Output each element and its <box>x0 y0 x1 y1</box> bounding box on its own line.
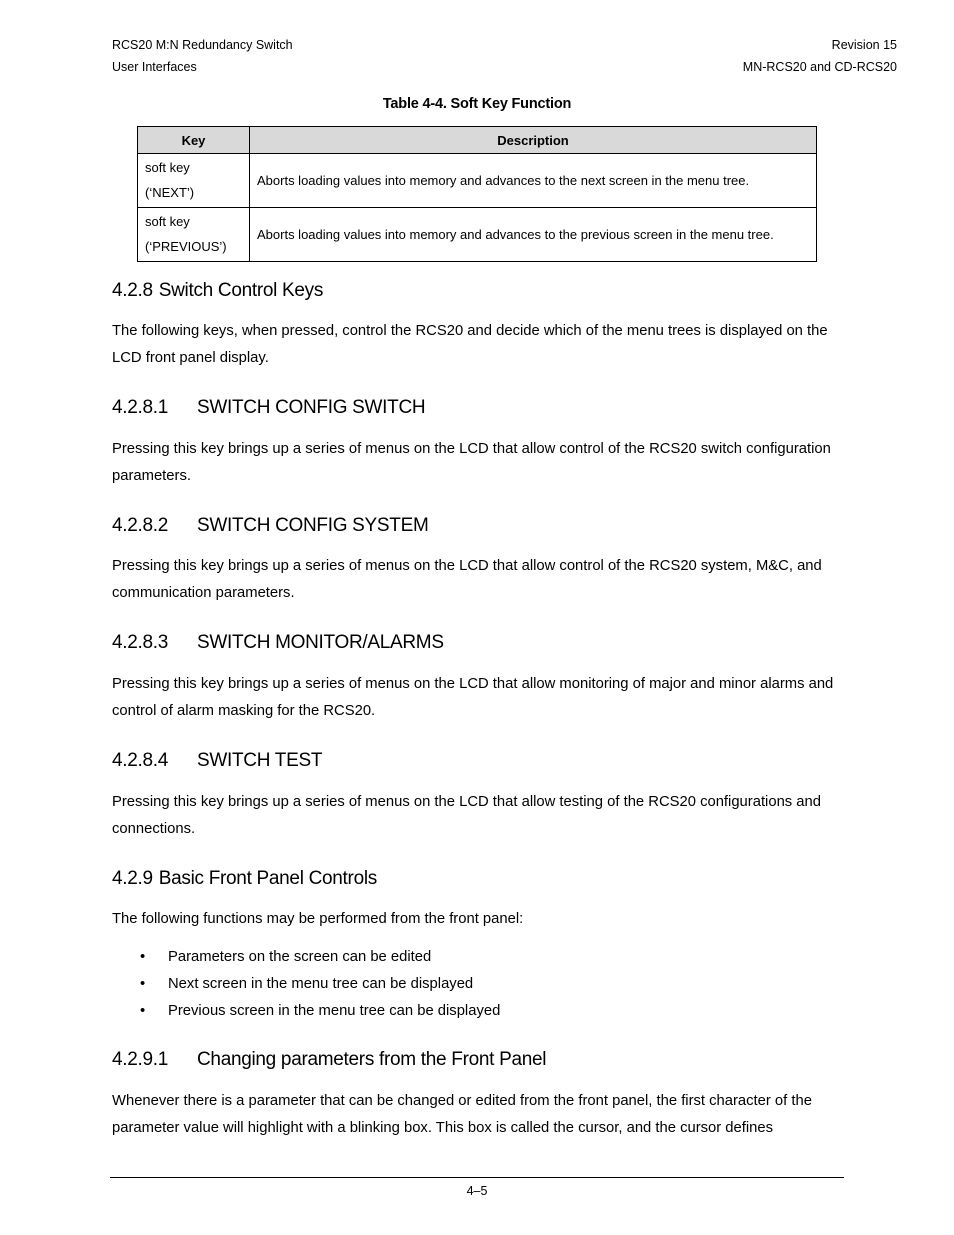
key-line-2: (‘PREVIOUS’) <box>145 238 227 254</box>
heading-4-2-8-3 <box>112 632 444 654</box>
heading-4-2-9-1 <box>112 1049 546 1071</box>
table-row <box>138 154 817 208</box>
bullet-icon: • <box>140 1003 146 1019</box>
heading-4-2-9 <box>112 868 377 890</box>
section-title: SWITCH CONFIG SYSTEM <box>197 515 429 536</box>
list-item-text: Parameters on the screen can be edited <box>168 949 432 965</box>
section-title: SWITCH TEST <box>197 750 323 771</box>
paragraph: Whenever there is a parameter that can be changed or edited from the front panel, the first character of the parameter value will highlight with a blinking box. This box is called the cursor, and the cursor defines <box>112 1093 812 1136</box>
table-cell-description: Aborts loading values into memory and advances to the next screen in the menu tree. <box>250 154 817 208</box>
table-header-key: Key <box>138 127 250 154</box>
table-header-description: Description <box>250 127 817 154</box>
bullet-icon: • <box>140 976 146 992</box>
section-title: SWITCH MONITOR/ALARMS <box>197 632 444 653</box>
footer-rule <box>110 1177 844 1178</box>
table-cell-key <box>138 208 250 262</box>
header-section: User Interfaces <box>112 60 197 74</box>
key-line-2: (‘NEXT’) <box>145 184 195 200</box>
heading-4-2-8-2 <box>112 515 429 537</box>
paragraph: The following keys, when pressed, control the RCS20 and decide which of the menu trees is displayed on the LCD front panel display. <box>112 323 828 366</box>
list-item <box>140 971 500 998</box>
paragraph: Pressing this key brings up a series of menus on the LCD that allow control of the RCS20 switch configuration parameters. <box>112 441 831 484</box>
table-cell-description: Aborts loading values into memory and advances to the previous screen in the menu tree. <box>250 208 817 262</box>
section-number: 4.2.8.3 <box>112 632 169 653</box>
section-title: Changing parameters from the Front Panel <box>197 1049 547 1070</box>
heading-4-2-8 <box>112 280 323 302</box>
section-title: Switch Control Keys <box>158 280 324 301</box>
table-cell-key <box>138 154 250 208</box>
key-line-1: soft key <box>145 160 190 175</box>
heading-4-2-8-4 <box>112 750 322 772</box>
bullet-list <box>140 944 500 1025</box>
table-caption: Table 4-4. Soft Key Function <box>382 96 572 112</box>
list-item <box>140 944 500 971</box>
header-revision: Revision 15 <box>831 38 897 52</box>
bullet-icon: • <box>140 949 146 965</box>
soft-key-table <box>137 126 817 262</box>
section-number: 4.2.8.2 <box>112 515 169 536</box>
paragraph: Pressing this key brings up a series of menus on the LCD that allow monitoring of major and minor alarms and control of alarm masking for the RCS20. <box>112 676 834 719</box>
list-item-text: Next screen in the menu tree can be displayed <box>168 976 474 992</box>
paragraph: Pressing this key brings up a series of menus on the LCD that allow testing of the RCS20 configurations and connections. <box>112 794 821 837</box>
section-number: 4.2.8 <box>112 280 153 301</box>
paragraph: The following functions may be performed from the front panel: <box>112 911 524 927</box>
section-title: SWITCH CONFIG SWITCH <box>197 397 426 418</box>
header-doc-number: MN-RCS20 and CD-RCS20 <box>742 60 897 74</box>
heading-4-2-8-1 <box>112 397 425 419</box>
table-row <box>138 208 817 262</box>
list-item-text: Previous screen in the menu tree can be displayed <box>168 1003 501 1019</box>
section-number: 4.2.9.1 <box>112 1049 169 1070</box>
section-number: 4.2.9 <box>112 868 153 889</box>
header-title: RCS20 M:N Redundancy Switch <box>112 38 293 52</box>
page-number: 4–5 <box>466 1184 488 1198</box>
section-number: 4.2.8.1 <box>112 397 169 418</box>
key-line-1: soft key <box>145 214 190 229</box>
section-title: Basic Front Panel Controls <box>158 868 377 889</box>
list-item <box>140 998 500 1025</box>
paragraph: Pressing this key brings up a series of menus on the LCD that allow control of the RCS20 system, M&C, and communication parameters. <box>112 558 822 601</box>
section-number: 4.2.8.4 <box>112 750 169 771</box>
